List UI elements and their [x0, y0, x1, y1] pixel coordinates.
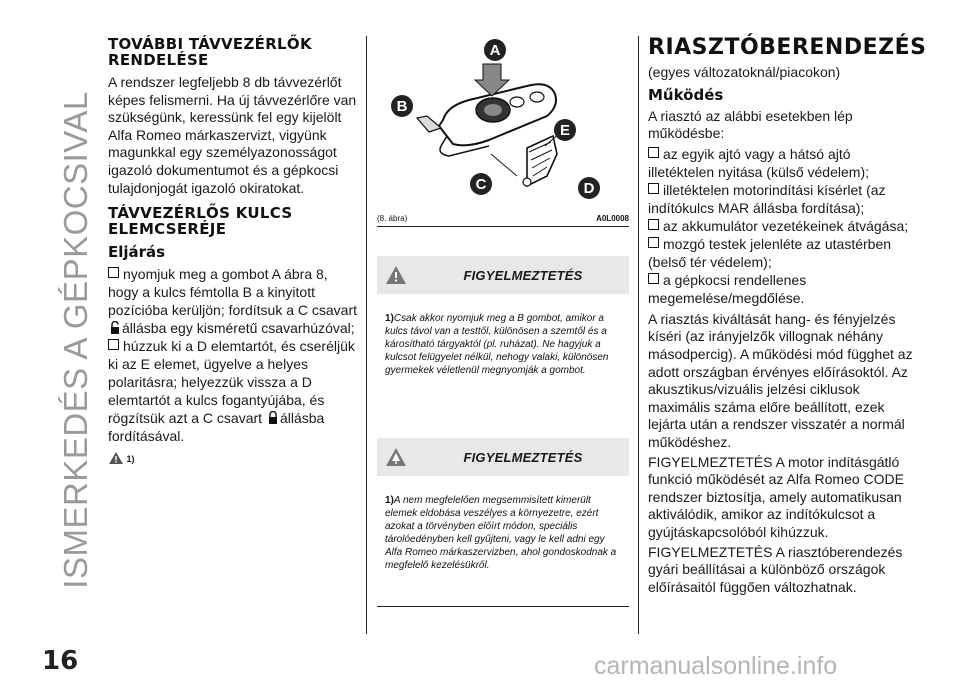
procedure-step: nyomjuk meg a gombot A ábra 8, hogy a kulcs fémtolla B a kinyitott pozícióba kerüljön; fordítsuk a C csavart állásba egy kisméretű csavarhúzóval;	[108, 266, 358, 337]
checkbox-bullet-icon	[108, 267, 119, 278]
callout-label-b	[391, 95, 413, 117]
key-fob-illustration	[417, 64, 561, 186]
locked-padlock-icon	[268, 411, 278, 425]
checkbox-bullet-icon	[648, 237, 659, 248]
svg-text:E: E	[559, 122, 571, 139]
figure-code: A0L0008	[596, 214, 629, 223]
warning-text: 1)Csak akkor nyomjuk meg a B gombot, amikor a kulcs távol van a testtől, különösen a szemtől és a károsítható tárgyaktól (pl. ruházat). Ne hagyjuk a kulcsot felügyelet nélkül, nehogy valaki, különösen gyermekek véletlenül megnyomják a gombot.	[385, 313, 609, 376]
column-divider	[366, 36, 367, 634]
svg-text:D: D	[583, 180, 595, 197]
column-3	[648, 35, 927, 598]
section-heading: TOVÁBBI TÁVVEZÉRLŐK RENDELÉSE	[108, 35, 312, 69]
list-item: az akkumulátor vezetékeinek átvágása;	[648, 217, 918, 235]
side-section-title: ISMERKEDÉS A GÉPKOCSIVAL	[57, 91, 94, 589]
figure-caption: (8. ábra) A0L0008	[377, 214, 629, 223]
paragraph: FIGYELMEZTETÉS A motor indításgátló funkció működését az Alfa Romeo CODE rendszer biztosítja, amely automatikusan aktiválódik, amikor az indítókulcsot a gyújtáskapcsolóból kihúzzuk.	[648, 453, 905, 540]
list-item: a gépkocsi rendellenes megemelése/megdőlése.	[648, 271, 807, 306]
callout-label-a	[484, 39, 506, 61]
warning-underline	[377, 606, 629, 607]
list-item: az egyik ajtó vagy a hátsó ajtó illetéktelen nyitása (külső védelem);	[648, 145, 869, 180]
checkbox-bullet-icon	[648, 273, 659, 284]
subheading: Eljárás	[108, 243, 166, 262]
column-1	[108, 36, 358, 465]
figure-underline	[377, 226, 629, 227]
paragraph: A rendszer legfeljebb 8 db távvezérlőt képes felismerni. Ha új távvezérlőre van szükségünk, keressünk fel egy kijelölt Alfa Romeo márkaszervizt, vigyünk magunkkal egy személyazonosságot igazoló dokumentumot és a gépkocsi tulajdonjogát igazoló okiratokat.	[108, 74, 357, 196]
section-heading: RIASZTÓBERENDEZÉS	[648, 35, 927, 60]
warning-triangle-icon	[385, 265, 407, 285]
checkbox-bullet-icon	[648, 219, 659, 230]
warning-header: FIGYELMEZTETÉS	[377, 256, 629, 294]
paragraph: A riasztó az alábbi esetekben lép működésbe:	[648, 107, 853, 142]
note-reference: 1)	[108, 451, 358, 465]
section-subtitle: (egyes változatoknál/piacokon)	[648, 64, 841, 80]
procedure-step: húzzuk ki a D elemtartót, és cseréljük ki az E elemet, ügyelve a helyes polaritásra; helyezzük vissza a D elemtartót a kulcs fogantyújába, és rögzítsük azt a C csavart állásba fordításával.	[108, 338, 355, 445]
checkbox-bullet-icon	[108, 339, 119, 350]
svg-text:C: C	[475, 176, 487, 193]
unlocked-padlock-icon	[110, 321, 120, 335]
column-divider	[638, 36, 639, 634]
list-item: illetéktelen motorindítási kísérlet (az indítókulcs MAR állásba fordítása);	[648, 181, 886, 216]
list-item: mozgó testek jelenléte az utastérben (belső tér védelem);	[648, 235, 892, 270]
watermark: carmanualsonline.info	[594, 652, 838, 680]
environment-warning-header: FIGYELMEZTETÉS	[377, 438, 629, 476]
paragraph: FIGYELMEZTETÉS A riasztóberendezés gyári beállításai a különböző országok előírásaitól függően változhatnak.	[648, 543, 903, 595]
callout-label-c	[470, 173, 492, 195]
warning-text: 1)A nem megfelelően megsemmisített kimerült elemek eldobása veszélyes a környezetre, ezért azokat a törvényben előírt módon, speciális tárolóedényben kell gyűjteni, vagy le kell adni egy Alfa Romeo márkaszervizben, ahol gondoskodnak a megfelelő kezelésükről.	[385, 495, 617, 571]
checkbox-bullet-icon	[648, 147, 659, 158]
paragraph: A riasztás kiváltását hang- és fényjelzés kíséri (az irányjelzők villognak néhány másodpercig). A működési mód függhet az adott országban érvényes előírásoktól. Az akusztikus/vizuális jelzési ciklusok maximális száma előre beállított, ezek lejárta után a rendszer visszatér a normál működéshez.	[648, 310, 913, 450]
svg-text:B: B	[396, 98, 408, 115]
checkbox-bullet-icon	[648, 183, 659, 194]
callout-label-d	[578, 177, 600, 199]
caution-icon	[108, 451, 124, 465]
key-battery-figure	[377, 36, 629, 226]
section-heading: TÁVVEZÉRLŐS KULCS ELEMCSERÉJE	[108, 204, 293, 239]
svg-text:A: A	[489, 42, 501, 59]
callout-label-e	[554, 119, 576, 141]
environment-tree-icon	[385, 447, 407, 467]
page-number: 16	[42, 646, 79, 676]
subheading: Működés	[648, 85, 724, 104]
